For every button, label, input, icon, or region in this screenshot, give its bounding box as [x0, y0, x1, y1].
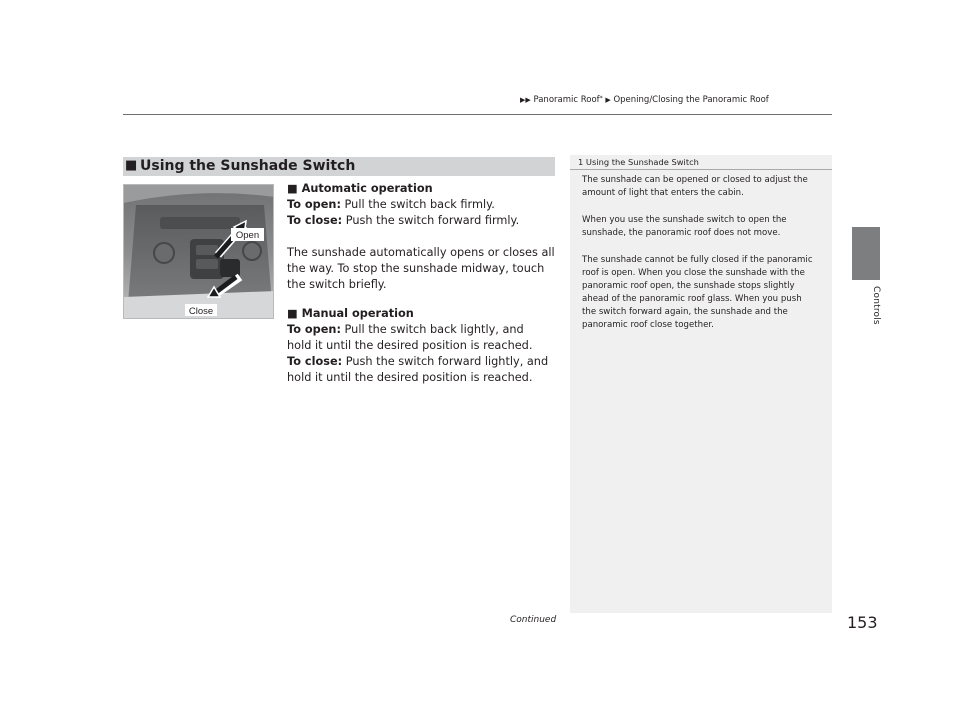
- manual-operation-heading: ■ Manual operation: [287, 307, 414, 320]
- breadcrumb-arrow-icon: ▶▶: [520, 96, 531, 104]
- manual-open-text-cont: hold it until the desired position is reached.: [287, 339, 533, 352]
- note-paragraph-2: When you use the sunshade switch to open the sunshade, the panoramic roof does not move.: [582, 215, 787, 238]
- auto-close-text: Push the switch forward firmly.: [342, 214, 520, 227]
- manual-open-block: [287, 322, 557, 386]
- continued-label: Continued: [510, 615, 557, 625]
- automatic-operation-heading: ■ Automatic operation: [287, 182, 433, 195]
- header-divider: [123, 114, 832, 115]
- note-title: Using the Sunshade Switch: [585, 157, 699, 167]
- section-square-icon: ■: [125, 158, 138, 173]
- manual-open-text: Pull the switch back lightly, and: [340, 323, 524, 336]
- auto-open-label: To open:: [287, 198, 341, 211]
- breadcrumb: [520, 95, 769, 105]
- manual-close-text-cont: hold it until the desired position is reached.: [287, 371, 533, 384]
- note-paragraph-3: The sunshade cannot be fully closed if the panoramic roof is open. When you close the sunshade with the panoramic roof open, the sunshade stops slightly ahead of the panoramic roof glass. When you push the switch forward again, the sunshade and the panoramic roof close together.: [582, 255, 813, 330]
- note-divider: [570, 169, 832, 170]
- manual-close-text: Push the switch forward lightly, and: [342, 355, 549, 368]
- breadcrumb-item-panoramic-roof[interactable]: Panoramic Roof: [533, 95, 600, 105]
- paragraph-line: the way. To stop the sunshade midway, touch: [287, 262, 545, 275]
- section-title: Using the Sunshade Switch: [140, 158, 356, 174]
- auto-open-text: Pull the switch back firmly.: [340, 198, 495, 211]
- footnote-mark: *: [599, 95, 603, 102]
- side-tab-marker: [852, 227, 880, 280]
- auto-close-label: To close:: [287, 214, 343, 227]
- breadcrumb-item-opening-closing[interactable]: Opening/Closing the Panoramic Roof: [613, 95, 769, 105]
- manual-open-label: To open:: [287, 323, 341, 336]
- overhead-console-illustration: [124, 185, 274, 319]
- note-paragraph-1: The sunshade can be opened or closed to adjust the amount of light that enters the cabin.: [582, 175, 808, 198]
- manual-close-label: To close:: [287, 355, 343, 368]
- figure-label-open: Open: [235, 230, 260, 241]
- note-heading: [578, 157, 699, 167]
- auto-open-line: [287, 197, 557, 213]
- auto-close-line: [287, 213, 557, 229]
- sunshade-switch-photo: [123, 184, 274, 319]
- auto-paragraph: [287, 245, 557, 293]
- page-number: 153: [847, 613, 878, 632]
- figure-label-close: Close: [188, 306, 214, 317]
- paragraph-line: the switch briefly.: [287, 278, 387, 291]
- breadcrumb-arrow-icon: ▶: [605, 96, 611, 104]
- side-tab-label: Controls: [871, 286, 881, 325]
- note-reference-icon: 1: [578, 157, 584, 167]
- paragraph-line: The sunshade automatically opens or closes all: [287, 246, 555, 259]
